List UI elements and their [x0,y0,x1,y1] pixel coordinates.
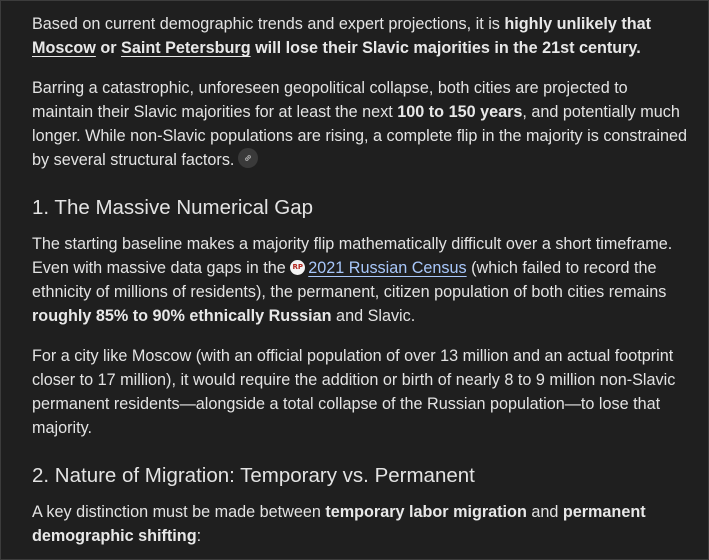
numerical-gap-paragraph: The starting baseline makes a majority flip mathematically difficult over a short timeframe. Even with massive data gaps in the RP 2021 Russian Census (which failed to record the ethnicity of millions of residents), the permanent, citizen population of both cities remains roughly 85% to 90% ethnically Russian and Slavic. [32,235,673,325]
source-favicon-icon: RP [290,260,305,275]
intro-paragraph [32,12,692,60]
moscow-entity-link[interactable]: Moscow [32,39,96,57]
moscow-population-paragraph: For a city like Moscow (with an official population of over 13 million and an actual footprint closer to 17 million), it would require the addition or birth of nearly 8 to 9 million non-Slavic permanent residents—alongside a total collapse of the Russian population—to lose that majority. [32,347,676,437]
bold-text: roughly 85% to 90% ethnically Russian [32,307,332,325]
bold-text: permanent demographic shifting [32,503,646,545]
summary-paragraph: Barring a catastrophic, unforeseen geopolitical collapse, both cities are projected to maintain their Slavic majorities for at least the next 100 to 150 years, and potentially much longer. While non-Slavic populations are rising, a complete flip in the majority is constrained by several structural factors. [32,79,688,169]
response-content [32,12,692,548]
saint-petersburg-entity-link[interactable]: Saint Petersburg [121,39,251,57]
section-heading-1: 1. The Massive Numerical Gap [32,196,314,219]
bold-text: highly unlikely that Moscow or Saint Petersburg will lose their Slavic majorities in the 21st century. [32,15,652,57]
bold-text: temporary labor migration [325,503,527,521]
census-source-link[interactable]: 2021 Russian Census [308,259,467,277]
source-link-chip[interactable] [238,148,258,168]
bold-text: 100 to 150 years [397,103,523,121]
text-span: Based on current demographic trends and expert projections, it is [32,15,505,33]
link-icon [243,153,253,163]
section-heading-2: 2. Nature of Migration: Temporary vs. Permanent [32,464,475,487]
migration-paragraph: A key distinction must be made between temporary labor migration and permanent demographic shifting: [32,503,646,545]
